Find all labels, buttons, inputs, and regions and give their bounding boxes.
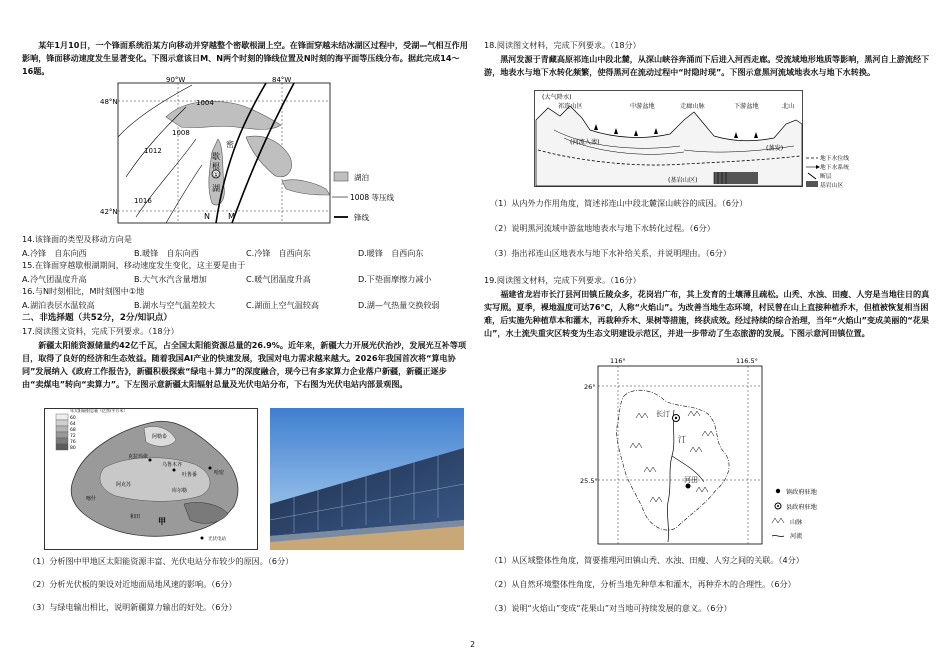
legend-lake: 湖泊 <box>354 173 369 182</box>
legend-water-table: 地下水位线 <box>820 156 849 162</box>
station-legend: 光伏电站 <box>208 537 226 542</box>
q19-stem: 19.阅读图文材料，完成下列要求。（16分） <box>484 275 641 285</box>
solar-legend-64: 64 <box>70 422 76 427</box>
q18-questions <box>484 191 930 266</box>
isobar-label-1008: 1008 <box>172 129 190 137</box>
front-m-label: M <box>228 212 235 221</box>
label-corridor-mountains: 走廊山脉 <box>680 103 705 110</box>
place-hetian: 河田 <box>684 476 698 484</box>
q17-question-2: （2）分析光伏板的架设对近地面局地风速的影响。（6分） <box>28 579 237 589</box>
q16-option-b[interactable]: B.湖水与空气温差较大 <box>134 299 215 310</box>
q19-body: 福建省龙岩市长汀县河田镇丘陵众多，花岗岩广布，其上发育的土壤薄且疏松。山秃、水浊、田瘦、人穷是当地往日的真实写照。夏季，裸地温度可达76℃，人称“火焰山”。为改善当地生态环境，村民曾在山上直接种植乔木，但植被恢复相当困难，后实施先种植草本和灌木，再栽种乔木、果树等措施，终获成效。经过持续的综合治理，当年“火焰山”变成美丽的“花果山”，水土流失重灾区转变为生态文明建设示范区，并进一步带动了生态旅游的发展。下图示意河田镇位置。 <box>484 288 930 339</box>
q18-question-2: （2）说明黑河流域中游盆地地表水与地下水转化过程。（6分） <box>490 223 715 233</box>
solar-legend-68: 68 <box>70 428 76 433</box>
legend-town-seat: 镇政府驻地 <box>786 489 817 496</box>
q16-stem: 16.与N时刻相比，M时刻图中①地 <box>22 286 145 297</box>
q17-body: 新疆太阳能资源储量约42亿千瓦，占全国太阳能资源总量的26.9%。近年来，新疆大力开展光伏治沙，发展光互补等项目，取得了良好的经济和生态效益。随着我国AI产业的快速发展，我国对电力需求越来越大。2026年我国首次将“算电协同”发展纳入《政府工作报告》，新疆积极探索“绿电＋算力”的深度融合，现今已有多家算力企业落户新疆，新疆正逐步由“卖煤电”转向“卖算力”。下左图示意新疆太阳辐射总量及光伏电站分布，下右图为光伏电站内部景观图。 <box>22 339 467 390</box>
q19-question-3: （3）说明“火焰山”变成“花果山”对当地可持续发展的意义。（6分） <box>490 603 732 613</box>
place-aksu: 阿克苏 <box>116 482 132 488</box>
lon-84w-label: 84°W <box>272 76 292 84</box>
label-qilian: 祁连山区 <box>558 103 583 110</box>
q18-body: 黑河发源于青藏高原祁连山中段北麓，从深山峡谷奔涌而下后进入河西走廊。受流域地形地质等影响，黑河自上游流经下游，地表水与地下水转化频繁，使得黑河在流动过程中“时隐时现”。下图示意黑河流域地表水与地下水转换。 <box>484 53 930 77</box>
q15-stem: 15.在锋面穿越歇根湖期间，移动速度发生变化，这主要是由于 <box>22 260 246 271</box>
q19-question-2: （2）从自然环境整体性角度，分析当地先种草本和灌木，再种乔木的合理性。（6分） <box>490 579 796 589</box>
region-jia-label: 甲 <box>158 517 166 526</box>
q14-stem: 14.该锋面的类型及移动方向是 <box>22 234 132 244</box>
q16-option-d[interactable]: D.湖—气热量交换较弱 <box>358 299 440 310</box>
q18-question-1: （1）从内外力作用角度，简述祁连山中段北麓深山峡谷的成因。（6分） <box>490 198 748 208</box>
q19-questions <box>484 548 930 620</box>
legend-fault: 断层 <box>820 174 832 180</box>
place-kashgar: 喀什 <box>86 496 97 502</box>
xinjiang-solar-map <box>44 408 258 550</box>
label-bedrock: (基岩山区) <box>668 177 698 184</box>
lake-char-xie: 歇 <box>212 152 220 161</box>
label-middle-basin: 中游盆地 <box>630 103 655 110</box>
q14-option-c[interactable]: C.冷锋 自西向东 <box>246 247 311 258</box>
legend-county-seat: 县政府驻地 <box>786 504 817 511</box>
q18-stem: 18.阅读图文材料，完成下列要求。（18分） <box>484 40 641 50</box>
q16-option-a[interactable]: A.湖泊表层水温较高 <box>22 299 95 310</box>
isobar-label-1012: 1012 <box>144 147 162 155</box>
label-infiltration: (河流入渗) <box>570 139 600 146</box>
q14-options <box>22 247 468 260</box>
lat-42n-label: 42°N <box>100 208 118 216</box>
q15-option-d[interactable]: D.下垫面摩擦力减小 <box>358 273 432 284</box>
q15-options <box>22 273 468 286</box>
q16-option-c[interactable]: C.湖面上空气温较高 <box>246 299 319 310</box>
q15-option-a[interactable]: A.冷气团温度升高 <box>22 273 87 284</box>
q14-option-a[interactable]: A.冷锋 自东向西 <box>22 247 87 258</box>
lake-char-hu: 湖 <box>212 184 220 193</box>
lat-26-label: 26° <box>584 383 596 391</box>
front-n-label: N <box>204 212 210 221</box>
solar-legend-80: 80 <box>70 446 76 451</box>
page-number: 2 <box>470 640 476 649</box>
hetian-location-map <box>580 356 856 546</box>
solar-panel-photo <box>270 408 464 550</box>
q18-question-3: （3）指出祁连山区地表水与地下水补给关系，并说明理由。（6分） <box>490 248 731 258</box>
lake-char-mi: 密 <box>226 140 234 149</box>
solar-legend-title: 年太阳辐射总量（亿焦/平方米） <box>70 408 128 413</box>
place-changting: 长汀 <box>656 410 670 418</box>
q14-16-intro: 某年1月10日，一个锋面系统沿某方向移动并穿越整个密歇根湖上空。在锋面穿越未结冰湖区过程中，受湖—气相互作用影响，锋面移动速度发生显著变化。下图示意该日M、N两个时刻的锋线位置及N时刻的海平面等压线分布。据此完成14～16题。 <box>22 40 468 77</box>
lat-255-label: 25.5° <box>580 477 598 485</box>
q18-text <box>484 39 930 79</box>
lon-90w-label: 90°W <box>166 76 186 84</box>
river-ting-char: 汀 <box>678 435 686 444</box>
q14-option-d[interactable]: D.暖锋 自西向东 <box>358 247 424 258</box>
solar-legend-60: 60 <box>70 416 76 421</box>
isobar-label-1004: 1004 <box>196 99 214 107</box>
q14-option-b[interactable]: B.暖锋 自东向西 <box>134 247 199 258</box>
label-precipitation: (大气降水) <box>542 94 572 101</box>
legend-front: 锋线 <box>354 213 369 222</box>
place-korla: 库尔勒 <box>172 488 188 494</box>
section-2-title: 二、非选择题（共52分，2分/知识点） <box>22 313 172 324</box>
heihe-water-cycle-diagram <box>534 90 864 190</box>
solar-legend-76: 76 <box>70 440 76 445</box>
label-lower-basin: 下游盆地 <box>734 103 759 110</box>
place-karamay: 克拉玛依 <box>128 454 149 460</box>
point-1-label: ① <box>212 171 220 179</box>
lat-48n-label: 48°N <box>100 98 118 106</box>
legend-bedrock: 基岩山区 <box>820 183 844 189</box>
solar-legend-72: 72 <box>70 434 76 439</box>
place-urumqi: 乌鲁木齐 <box>162 462 183 468</box>
legend-mountain: 山脉 <box>790 519 803 526</box>
q16-options <box>22 299 468 312</box>
legend-groundwater: 地下水系统 <box>820 165 849 171</box>
q17-question-1: （1）分析图中甲地区太阳能资源丰富、光伏电站分布较少的原因。（6分） <box>28 556 294 566</box>
place-altay: 阿勒泰 <box>152 434 168 440</box>
legend-isobar: 1008 等压线 <box>350 193 394 202</box>
isobar-label-1016: 1016 <box>134 197 152 205</box>
lon-1165-label: 116.5° <box>736 357 758 365</box>
place-hami: 哈密 <box>214 470 225 476</box>
legend-river: 河流 <box>790 533 803 540</box>
q15-option-c[interactable]: C.暖气团温度升高 <box>246 273 311 284</box>
place-hotan: 和田 <box>130 514 141 520</box>
label-beishan: 北山 <box>782 103 795 110</box>
q17-stem: 17.阅读图文资料，完成下列要求。（18分） <box>22 326 179 337</box>
choice-questions-14-16 <box>22 233 468 392</box>
lake-char-gen: 根 <box>212 162 220 171</box>
q17-question-3: （3）与绿电输出相比，说明新疆算力输出的好处。（6分） <box>28 602 237 612</box>
q19-question-1: （1）从区域整体性角度，简要推理河田镇山秃、水浊、田瘦、人穷之间的关联。（4分） <box>490 555 804 565</box>
michigan-lake-front-map <box>100 76 406 235</box>
q17-questions <box>22 550 468 619</box>
q15-option-b[interactable]: B.大气水汽含量增加 <box>134 273 207 284</box>
q19-text <box>484 274 930 340</box>
lon-116-label: 116° <box>610 357 626 365</box>
place-turpan: 吐鲁番 <box>182 472 198 478</box>
label-evaporation: (蒸发) <box>766 145 784 152</box>
